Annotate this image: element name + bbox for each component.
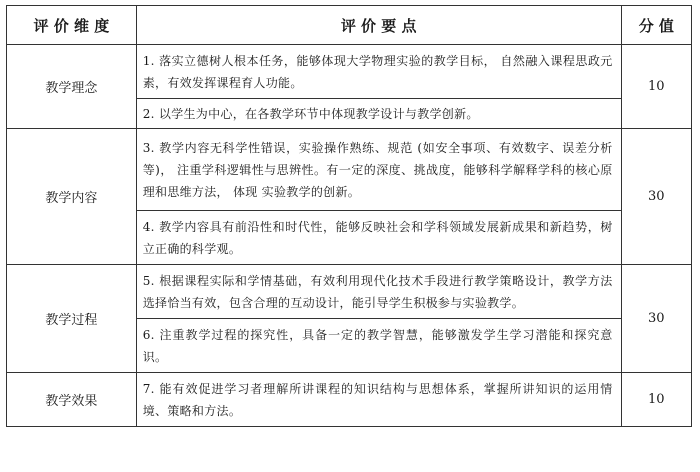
header-row [7, 6, 692, 45]
dimension-teaching-philosophy: 教学理念 [7, 45, 137, 129]
score-teaching-process: 30 [621, 265, 691, 373]
table-row [7, 265, 692, 319]
evaluation-point: 1. 落实立德树人根本任务，能够体现大学物理实验的教学目标， 自然融入课程思政元素，有效发挥课程育人功能。 [136, 45, 621, 99]
header-points: 评 价 要 点 [136, 6, 621, 45]
table-row [7, 373, 692, 427]
evaluation-point: 5. 根据课程实际和学情基础，有效利用现代化技术手段进行教学策略设计，教学方法选择恰当有效，包含合理的互动设计，能引导学生积极参与实验教学。 [136, 265, 621, 319]
dimension-teaching-process: 教学过程 [7, 265, 137, 373]
evaluation-rubric-table [6, 5, 692, 427]
score-teaching-philosophy: 10 [621, 45, 691, 129]
evaluation-point: 3. 教学内容无科学性错误，实验操作熟练、规范 (如安全事项、有效数字、误差分析等)， 注重学科逻辑性与思辨性。有一定的深度、挑战度，能够科学解释学科的核心原理和思维方法， 体现 实验教学的创新。 [136, 129, 621, 211]
header-dimension: 评 价 维 度 [7, 6, 137, 45]
dimension-teaching-content: 教学内容 [7, 129, 137, 265]
evaluation-point: 7. 能有效促进学习者理解所讲课程的知识结构与思想体系，掌握所讲知识的运用情境、策略和方法。 [136, 373, 621, 427]
evaluation-point: 6. 注重教学过程的探究性，具备一定的教学智慧，能够激发学生学习潜能和探究意识。 [136, 319, 621, 373]
dimension-teaching-effect: 教学效果 [7, 373, 137, 427]
score-teaching-content: 30 [621, 129, 691, 265]
table-row [7, 45, 692, 99]
table-row [7, 129, 692, 211]
score-teaching-effect: 10 [621, 373, 691, 427]
evaluation-point: 2. 以学生为中心，在各教学环节中体现教学设计与教学创新。 [136, 99, 621, 129]
header-score: 分 值 [621, 6, 691, 45]
evaluation-point: 4. 教学内容具有前沿性和时代性，能够反映社会和学科领域发展新成果和新趋势，树立正确的科学观。 [136, 211, 621, 265]
